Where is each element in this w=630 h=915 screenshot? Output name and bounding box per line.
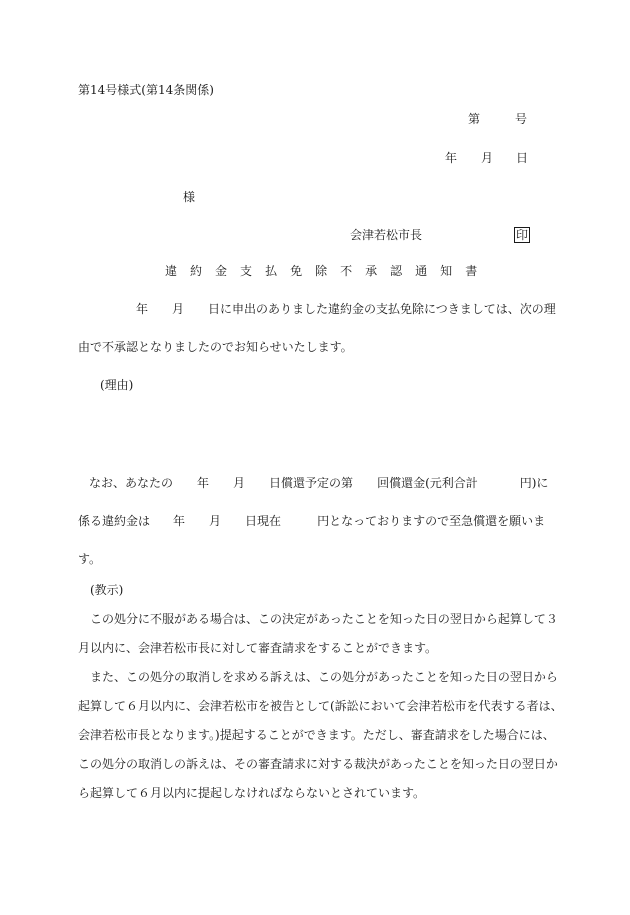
p2-month-label: 月 (233, 476, 246, 490)
title-char: 不 (340, 264, 353, 278)
title-char: 違 (165, 264, 178, 278)
p2-text-c: 回償還金(元利合計 (377, 476, 478, 490)
date-year-label: 年 (445, 151, 458, 165)
title-char: 通 (415, 264, 428, 278)
title-char: 書 (465, 264, 478, 278)
body-paragraph-1-line-1 (136, 302, 556, 316)
p2-text-b: 日償還予定の第 (269, 476, 354, 490)
title-char: 金 (215, 264, 228, 278)
document-number-line (468, 112, 527, 126)
title-char: 承 (365, 264, 378, 278)
addressee-suffix: 様 (183, 190, 196, 204)
p2-text-d: 円)に (519, 476, 549, 490)
reason-heading: (理由) (100, 378, 134, 392)
document-title (165, 264, 477, 278)
number-prefix: 第 (468, 112, 481, 126)
p2-year-label: 年 (197, 476, 210, 490)
notice-heading: (教示) (90, 583, 124, 597)
title-char: 認 (390, 264, 403, 278)
date-month-label: 月 (481, 151, 494, 165)
notice-line: 月以内に、会津若松市長に対して審査請求をすることができます。 (78, 641, 438, 655)
issuer-name: 会津若松市長 (350, 228, 423, 242)
notice-line: また、この処分の取消しを求める訴えは、この処分があったことを知った日の翌日から (90, 670, 558, 684)
title-char: 支 (240, 264, 253, 278)
seal-mark: 印 (516, 228, 529, 242)
p3-text-b: 日現在 (245, 514, 282, 528)
notice-line: ら起算して６月以内に提起しなければならないとされています。 (78, 786, 426, 800)
date-day-label: 日 (516, 151, 529, 165)
notice-line: この処分に不服がある場合は、この決定があったことを知った日の翌日から起算して３ (90, 612, 558, 626)
notice-line: 起算して６月以内に、会津若松市を被告として(訴訟において会津若松市を代表する者は、 (78, 699, 563, 713)
p3-month-label: 月 (209, 514, 222, 528)
p2-text-a: なお、あなたの (89, 476, 174, 490)
body-paragraph-2-line-2 (78, 514, 545, 528)
p1-year-label: 年 (136, 302, 149, 316)
issuer-line (350, 227, 530, 243)
p1-text: 日に申出のありました違約金の支払免除につきましては、次の理 (208, 302, 556, 316)
notice-line: この処分の取消しの訴えは、その審査請求に対する裁決があったことを知った日の翌日か (78, 757, 558, 771)
p3-text-c: 円となっておりますので至急償還を願いま (317, 514, 546, 528)
number-suffix: 号 (515, 112, 528, 126)
form-header: 第14号様式(第14条関係) (78, 83, 214, 97)
title-char: 払 (265, 264, 278, 278)
p1-month-label: 月 (172, 302, 185, 316)
issue-date-line (445, 151, 528, 165)
title-char: 知 (440, 264, 453, 278)
body-paragraph-2-line-1 (89, 476, 548, 490)
title-char: 約 (190, 264, 203, 278)
notice-line: 会津若松市長となります。)提起することができます。ただし、審査請求をした場合には、 (78, 728, 555, 742)
p3-text-a: 係る違約金は (78, 514, 151, 528)
title-char: 免 (290, 264, 303, 278)
title-char: 除 (315, 264, 328, 278)
body-paragraph-1-line-2: 由で不承認となりましたのでお知らせいたします。 (78, 340, 353, 354)
p3-year-label: 年 (173, 514, 186, 528)
body-paragraph-2-line-3: す。 (78, 552, 102, 566)
